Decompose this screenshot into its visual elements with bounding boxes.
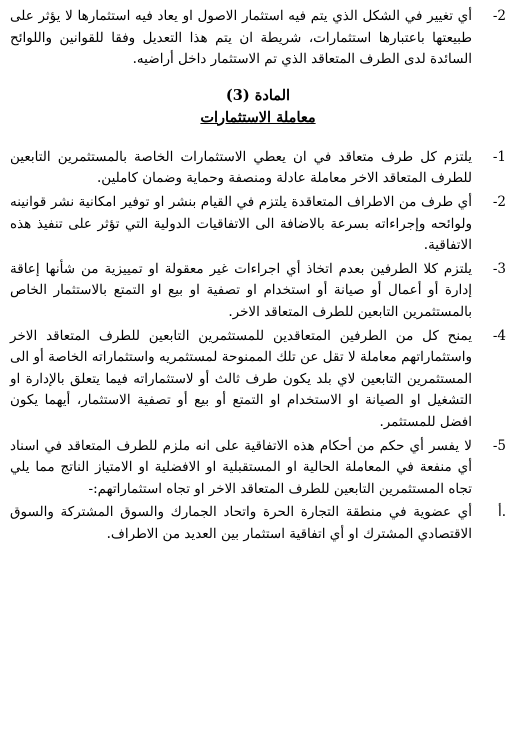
item-number: -2 xyxy=(492,8,506,24)
item-text: أي طرف من الاطراف المتعاقدة يلتزم في القيام بنشر او توفير امكانية نشر قوانينه ولوائحه وإجراءاته بسرعة بالاضافة الى الاتفاقيات الدولية التي تؤثر على تنفيذ هذه الاتفاقية. xyxy=(10,193,472,254)
item-number: -1 xyxy=(492,148,506,165)
item-text: أي عضوية في منطقة التجارة الحرة واتحاد الجمارك والسوق المشتركة والسوق الاقتصادي المشترك او أي اتفاقية استثمار بين العديد من الاطراف. xyxy=(10,504,472,542)
article-heading: المادة (3) xyxy=(225,86,291,104)
item-number: -2 xyxy=(492,193,506,210)
document-page xyxy=(10,6,506,545)
item-number: أ. xyxy=(497,504,506,521)
intro-list-item xyxy=(10,6,506,71)
item-text: يمنح كل من الطرفين المتعاقدين للمستثمرين التابعين للطرف المتعاقد الاخر واستثماراتهم معاملة لا تقل عن تلك الممنوحة لمستثمريه واستثماراته الخاصة أو الى المستثمرين التابعين لاي بلد يكون طرف ثالث أو لاستثماراته فيما يتعلق بالإدارة او التشغيل او الصيانة او الاستخدام او التمتع أو بيع أو تصفية الاستثمار، أيهما يكون افضل للمستثمر. xyxy=(10,327,472,430)
item-text: أي تغيير في الشكل الذي يتم فيه استثمار الاصول او يعاد فيه استثمارها لا يؤثر على طبيعتها باعتبارها استثمارات، شريطة ان يتم هذا التعديل وفقا للقوانين واللوائح السائدة لدى الطرف المتعاقد الذي تم الاستثمار داخل أراضيه. xyxy=(10,8,472,68)
item-text: يلتزم كل طرف متعاقد في ان يعطي الاستثمارات الخاصة بالمستثمرين التابعين للطرف المتعاقد الاخر معاملة عادلة ومنصفة وحماية وضمان كاملين. xyxy=(10,148,472,187)
item-text: لا يفسر أي حكم من أحكام هذه الاتفاقية على انه ملزم للطرف المتعاقد في اسناد أي منفعة في المعاملة الحالية او المستقبلية او الافضلية او الامتياز الناتج مما يلي تجاه المستثمرين التابعين للطرف المتعاقد الاخر او تجاه استثماراتهم:- xyxy=(10,437,472,497)
list-item-a xyxy=(10,502,506,545)
list-item-5 xyxy=(10,436,506,501)
item-number: -3 xyxy=(492,260,506,277)
list-item-3 xyxy=(10,259,506,324)
item-number: -4 xyxy=(492,327,506,344)
list-item-1 xyxy=(10,147,506,190)
list-item-2 xyxy=(10,192,506,257)
item-text: يلتزم كلا الطرفين بعدم اتخاذ أي اجراءات غير معقولة او تمييزية من شأنها إعاقة إدارة أو أعمال أو صيانة أو استخدام او تصفية او بيع او التمتع بالاستثمار الخاص بالمستثمرين التابعين للطرف المتعاقد الاخر. xyxy=(10,260,472,320)
item-number: -5 xyxy=(492,437,506,454)
list-item-4 xyxy=(10,326,506,434)
article-subheading: معاملة الاستثمارات xyxy=(200,108,316,126)
